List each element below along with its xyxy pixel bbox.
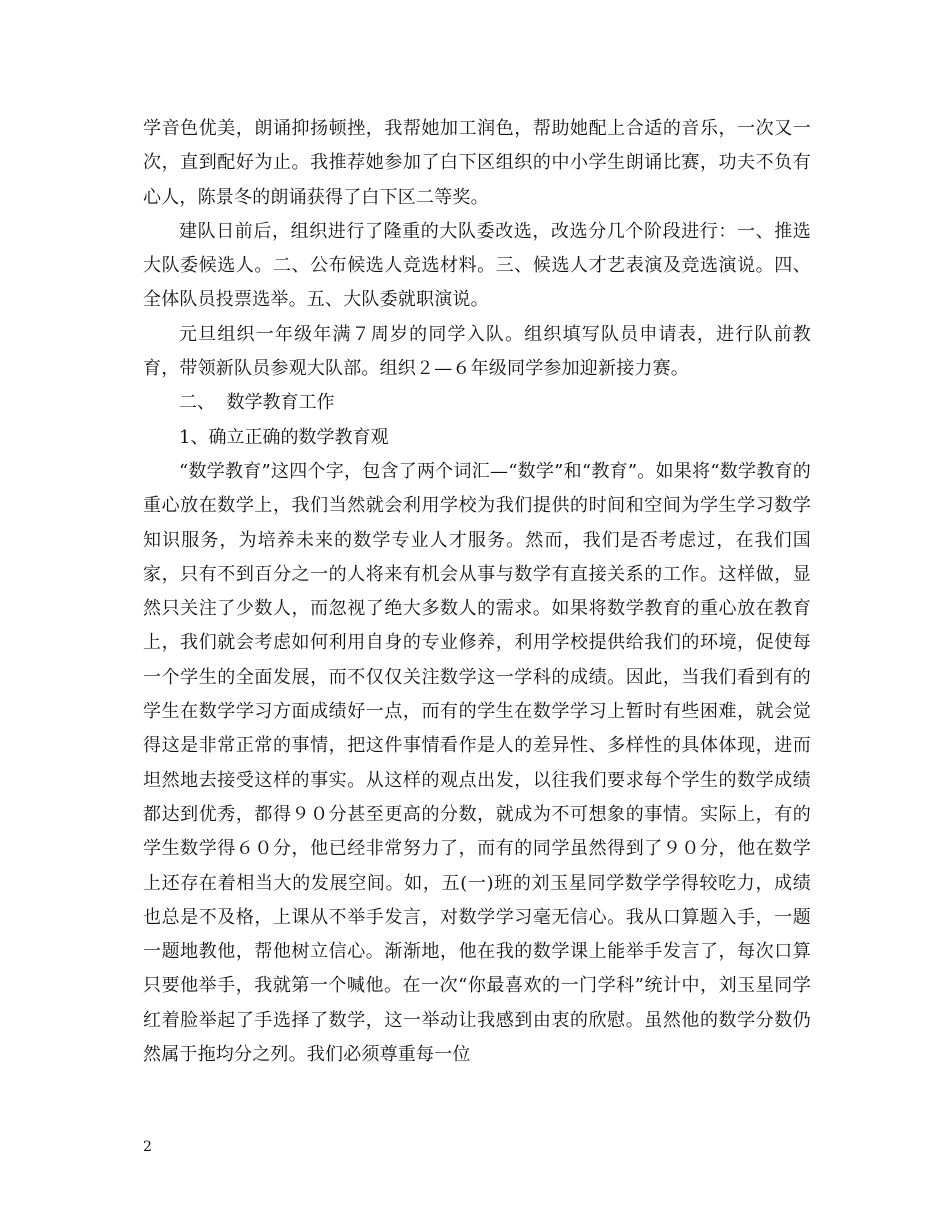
- paragraph-new-year-enrollment: 元旦组织一年级年满７周岁的同学入队。组织填写队员申请表，进行队前教育，带领新队员参观大队部。组织２—６年级同学参加迎新接力赛。: [143, 323, 811, 380]
- paragraph-math-education-view: “数学教育”这四个字，包含了两个词汇—“数学”和“教育”。如果将“数学教育的重心放在数学上，我们当然就会利用学校为我们提供的时间和空间为学生学习数学知识服务，为培养未来的数学专业人才服务。然而，我们是否考虑过，在我们国家，只有不到百分之一的人将来有机会从事与数学有直接关系的工作。这样做，显然只关注了少数人，而忽视了绝大多数人的需求。如果将数学教育的重心放在教育上，我们就会考虑如何利用自身的专业修养，利用学校提供给我们的环境，促使每一个学生的全面发展，而不仅仅关注数学这一学科的成绩。因此，当我们看到有的学生在数学学习方面成绩好一点，而有的学生在数学学习上暂时有些困难，就会觉得这是非常正常的事情，把这件事情看作是人的差异性、多样性的具体体现，进而坦然地去接受这样的事实。从这样的观点出发，以往我们要求每个学生的数学成绩都达到优秀，都得９０分甚至更高的分数，就成为不可想象的事情。实际上，有的学生数学得６０分，他已经非常努力了，而有的同学虽然得到了９０分，他在数学上还存在着相当大的发展空间。如，五(一)班的刘玉星同学数学学得较吃力，成绩也总是不及格，上课从不举手发言，对数学学习毫无信心。我从口算题入手，一题一题地教他，帮他树立信心。渐渐地，他在我的数学课上能举手发言了，每次口算只要他举手，我就第一个喊他。在一次“你最喜欢的一门学科”统计中，刘玉星同学红着脸举起了手选择了数学，这一举动让我感到由衷的欣慰。虽然他的数学分数仍然属于拖均分之列。我们必须尊重每一位: [143, 460, 811, 1066]
- paragraph-brigade-election: 建队日前后，组织进行了隆重的大队委改选，改选分几个阶段进行：一、推选大队委候选人。二、公布候选人竞选材料。三、候选人才艺表演及竞选演说。四、全体队员投票选举。五、大队委就职演说。: [143, 220, 811, 311]
- document-body: [143, 112, 811, 1072]
- subsection-heading: 1、确立正确的数学教育观: [179, 426, 389, 448]
- paragraph-continuation: 学音色优美，朗诵抑扬顿挫，我帮她加工润色，帮助她配上合适的音乐，一次又一次，直到配好为止。我推荐她参加了白下区组织的中小学生朗诵比赛，功夫不负有心人，陈景冬的朗诵获得了白下区二等奖。: [143, 118, 811, 208]
- page-number: 2: [143, 1139, 152, 1155]
- section-heading: 二、 数学教育工作: [179, 392, 335, 414]
